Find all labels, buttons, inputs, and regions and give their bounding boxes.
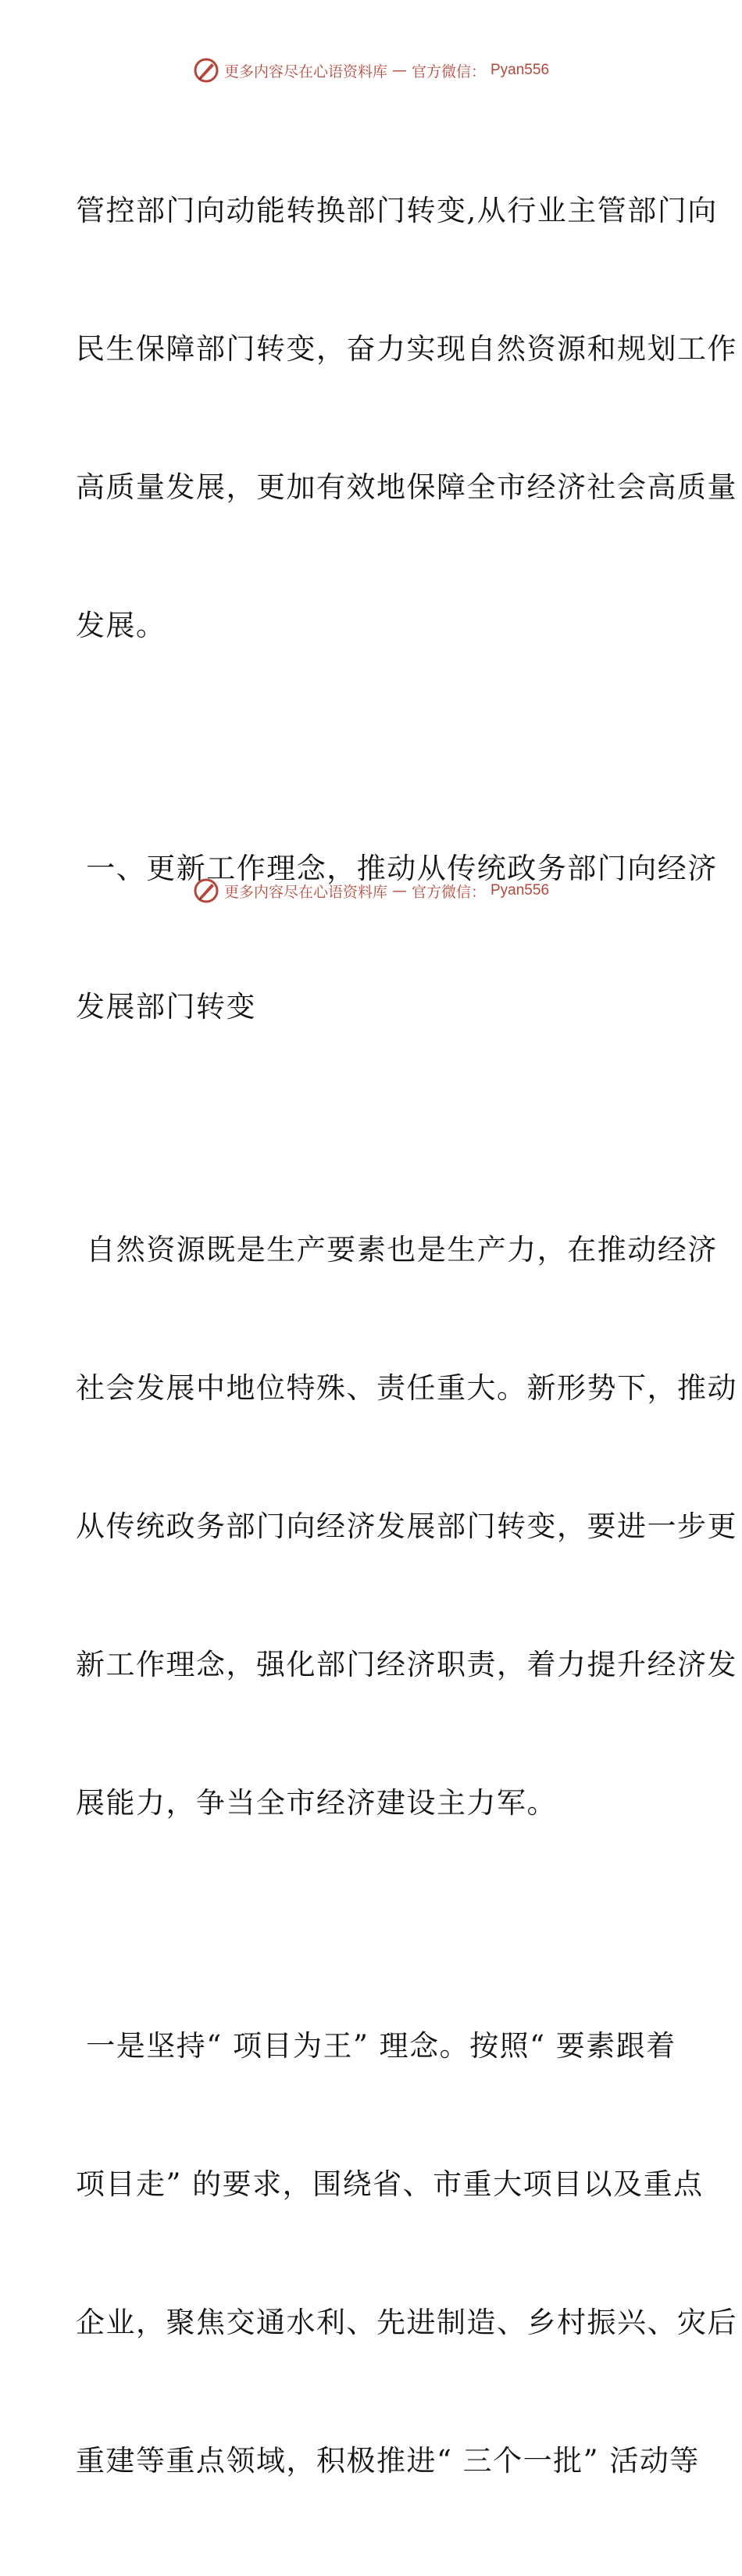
header-wechat-id: Pyan556	[491, 62, 550, 78]
text-line: 自然资源既是生产要素也是生产力，在推动经济	[76, 1233, 718, 1267]
header-banner	[0, 55, 742, 86]
text-line: 展能力，争当全市经济建设主力军。	[76, 1786, 557, 1820]
text-line: 发展。	[76, 609, 166, 642]
footer-separator: —	[391, 882, 407, 899]
text-line: 社会发展中地位特殊、责任重大。新形势下，推动	[76, 1371, 737, 1405]
paragraph-1	[76, 95, 737, 741]
text-line: 管控部门向动能转换部门转变,从行业主管部门向	[76, 194, 718, 227]
text-line: 一是坚持“ 项目为王” 理念。按照“ 要素跟着	[76, 2029, 676, 2063]
paragraph-2	[76, 1134, 737, 1918]
section-heading-1	[76, 753, 718, 1122]
paragraph-3	[76, 1931, 737, 2576]
header-wechat-label: 官方微信：	[411, 63, 486, 80]
footer-wechat-id: Pyan556	[491, 882, 550, 899]
header-brand-text: 更多内容尽在心语资料库	[223, 63, 387, 80]
footer-banner	[0, 875, 742, 906]
text-line: 项目走” 的要求，围绕省、市重大项目以及重点	[76, 2167, 704, 2201]
text-line: 重建等重点领域，积极推进“ 三个一批” 活动等	[76, 2444, 700, 2478]
text-line: 发展部门转变	[76, 990, 256, 1024]
header-separator: —	[391, 62, 407, 79]
text-line: 从传统政务部门向经济发展部门转变，要进一步更	[76, 1510, 737, 1543]
footer-brand-text: 更多内容尽在心语资料库	[223, 883, 387, 901]
text-line: 一、更新工作理念，推动从传统政务部门向经济	[76, 852, 718, 885]
text-line: 民生保障部门转变，奋力实现自然资源和规划工作	[76, 332, 737, 366]
footer-wechat-label: 官方微信：	[411, 883, 486, 901]
text-line: 高质量发展，更加有效地保障全市经济社会高质量	[76, 470, 737, 504]
quill-pen-logo-icon	[193, 877, 219, 904]
text-line: 企业，聚焦交通水利、先进制造、乡村振兴、灾后	[76, 2306, 737, 2339]
text-line: 新工作理念，强化部门经济职责，着力提升经济发	[76, 1648, 737, 1681]
quill-pen-logo-icon	[193, 57, 219, 84]
document-body	[76, 95, 737, 2576]
